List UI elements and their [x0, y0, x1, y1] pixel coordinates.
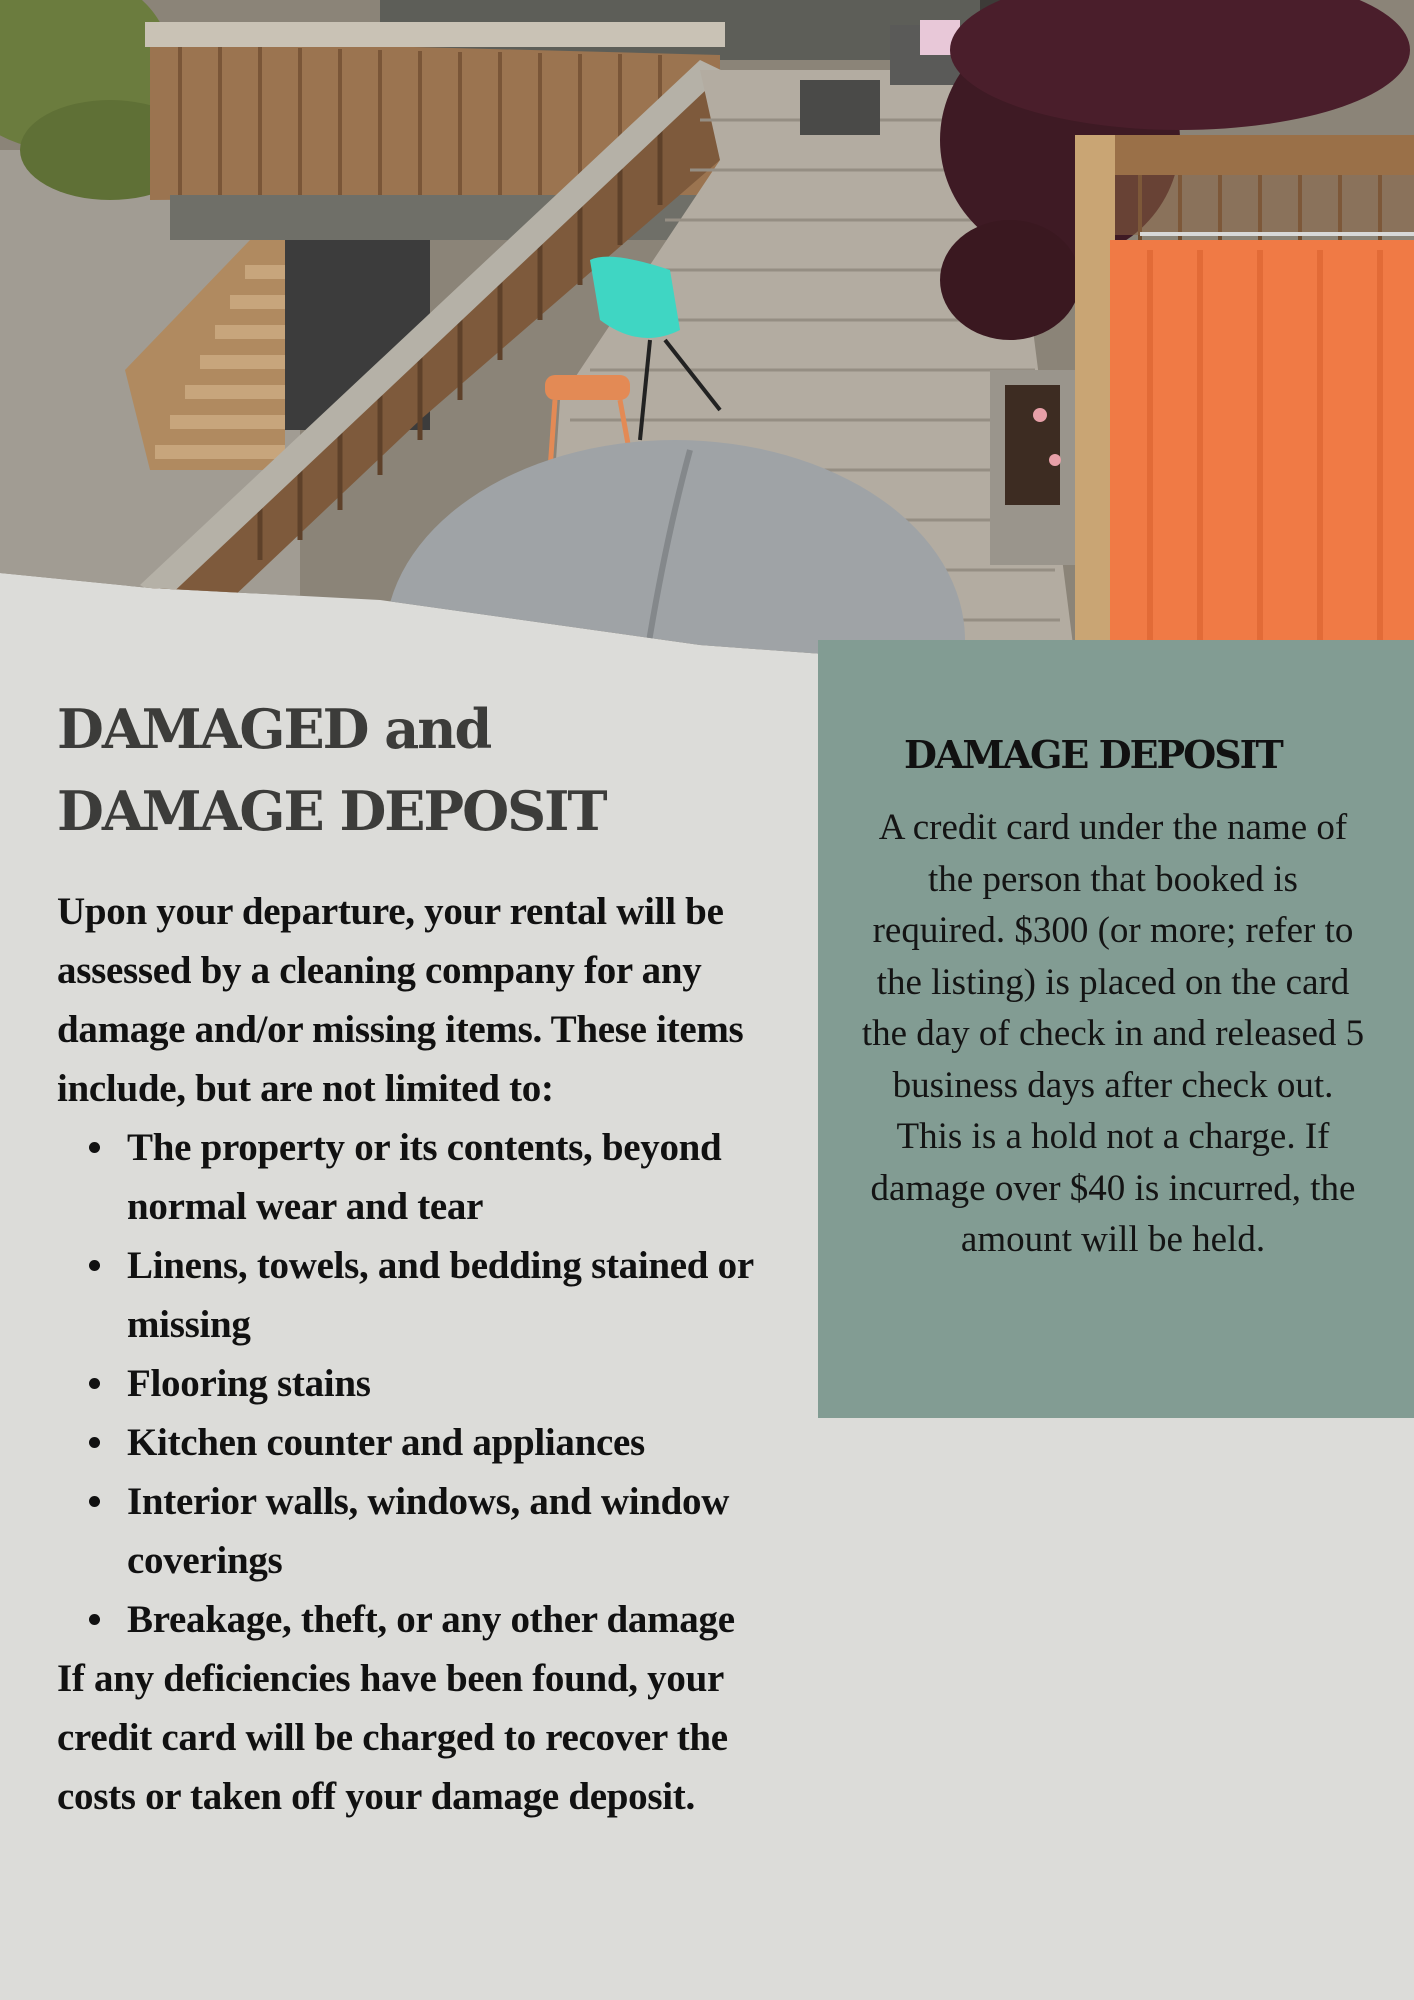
list-item-text: Breakage, theft, or any other damage	[127, 1598, 735, 1641]
list-item-text: Flooring stains	[127, 1362, 371, 1405]
bullet-icon	[89, 1614, 100, 1625]
page-title-line-2: DAMAGE DEPOSIT	[57, 779, 606, 843]
closing-paragraph: If any deficiencies have been found, your credit card will be charged to recover the costs or taken off your damage deposit.	[57, 1657, 728, 1818]
bullet-icon	[89, 1496, 100, 1507]
list-item-text: Kitchen counter and appliances	[127, 1421, 645, 1464]
bullet-icon	[89, 1378, 100, 1389]
damage-deposit-panel	[818, 640, 1414, 1418]
list-item	[127, 1354, 802, 1413]
damage-policy-section	[57, 688, 802, 1826]
damage-items-list	[57, 1118, 802, 1649]
list-item	[127, 1590, 802, 1649]
list-item	[127, 1472, 802, 1590]
deposit-heading: DAMAGE DEPOSIT	[904, 732, 1282, 777]
page-title-line-1: DAMAGED and	[57, 697, 491, 761]
list-item	[127, 1413, 802, 1472]
deck-hot-tub-photo-icon	[0, 0, 1414, 700]
deposit-text: A credit card under the name of the person that booked is required. $300 (or more; refer to the listing) is placed on the card the day of check in and released 5 business days after check out. This is a hold not a charge. If damage over $40 is incurred, the amount will be held.	[861, 807, 1365, 1260]
list-item-text: Linens, towels, and bedding stained or missing	[127, 1244, 754, 1346]
list-item-text: The property or its contents, beyond normal wear and tear	[127, 1126, 722, 1228]
list-item	[127, 1236, 802, 1354]
bullet-icon	[89, 1437, 100, 1448]
bullet-icon	[89, 1260, 100, 1271]
intro-paragraph: Upon your departure, your rental will be assessed by a cleaning company for any damage and/or missing items. These items include, but are not limited to:	[57, 890, 744, 1110]
list-item	[127, 1118, 802, 1236]
page-title	[57, 688, 802, 852]
hero-photo	[0, 0, 1414, 700]
list-item-text: Interior walls, windows, and window coverings	[127, 1480, 730, 1582]
bullet-icon	[89, 1142, 100, 1153]
